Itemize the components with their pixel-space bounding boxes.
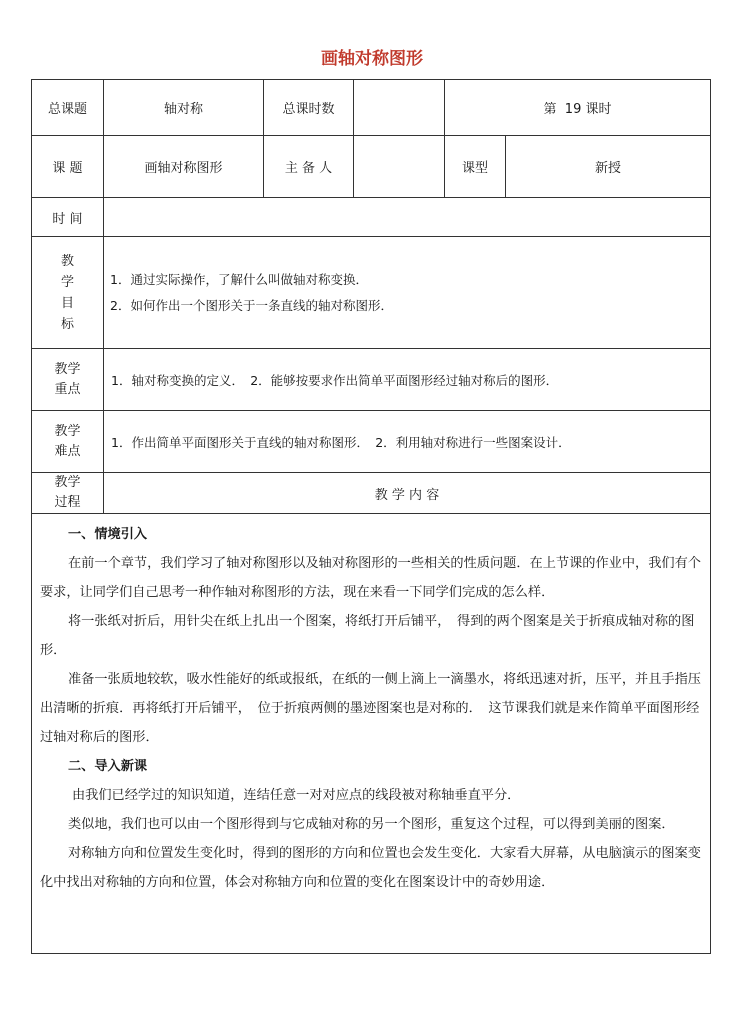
row-goals — [32, 237, 711, 349]
label-time: 时 间 — [32, 198, 104, 237]
row-topic — [32, 80, 711, 136]
lesson-number: 第 19 课时 — [445, 80, 711, 136]
paragraph: 准备一张质地较软，吸水性能好的纸或报纸，在纸的一侧上滴上一滴墨水，将纸迅速对折，压平，并且手指压出清晰的折痕．再将纸打开后铺平， 位于折痕两侧的墨迹图案也是对称的． 这节课我们就是来作简单平面图形经过轴对称后的图形． — [40, 672, 701, 745]
section-heading: 二、导入新课 — [68, 759, 148, 774]
lesson-value: 画轴对称图形 — [104, 136, 264, 198]
label-topic: 总课题 — [32, 80, 104, 136]
row-body — [32, 514, 711, 954]
document-title: 画轴对称图形 — [321, 49, 423, 69]
row-time — [32, 198, 711, 237]
goals-content — [104, 237, 711, 349]
label-key-points: 教学 重点 — [32, 349, 104, 411]
key-points-content: 1．轴对称变换的定义． 2．能够按要求作出简单平面图形经过轴对称后的图形． — [104, 349, 711, 411]
lesson-type-value: 新授 — [506, 136, 711, 198]
label-total-hours: 总课时数 — [264, 80, 354, 136]
paragraph: 对称轴方向和位置发生变化时，得到的图形的方向和位置也会发生变化．大家看大屏幕，从电脑演示的图案变化中找出对称轴的方向和位置，体会对称轴方向和位置的变化在图案设计中的奇妙用途． — [40, 846, 701, 890]
lesson-body — [32, 514, 711, 954]
paragraph: 将一张纸对折后，用针尖在纸上扎出一个图案，将纸打开后铺平， 得到的两个图案是关于折痕成轴对称的图形． — [40, 614, 695, 658]
row-lesson — [32, 136, 711, 198]
section-heading: 一、情境引入 — [68, 527, 148, 542]
lesson-plan-table — [31, 79, 711, 954]
total-hours-value — [354, 80, 445, 136]
difficulties-content: 1．作出简单平面图形关于直线的轴对称图形． 2．利用轴对称进行一些图案设计． — [104, 411, 711, 473]
preparer-value — [354, 136, 445, 198]
label-lesson-type: 课型 — [445, 136, 506, 198]
goal-item: 2．如何作出一个图形关于一条直线的轴对称图形． — [110, 297, 393, 313]
paragraph: 类似地，我们也可以由一个图形得到与它成轴对称的另一个图形，重复这个过程，可以得到美丽的图案． — [68, 817, 675, 832]
row-process — [32, 473, 711, 514]
label-lesson: 课 题 — [32, 136, 104, 198]
row-difficulties — [32, 411, 711, 473]
goal-item: 1．通过实际操作，了解什么叫做轴对称变换． — [110, 271, 368, 287]
paragraph: 在前一个章节，我们学习了轴对称图形以及轴对称图形的一些相关的性质问题．在上节课的作业中，我们有个要求，让同学们自己思考一种作轴对称图形的方法，现在来看一下同学们完成的怎么样． — [40, 556, 701, 600]
row-key-points — [32, 349, 711, 411]
topic-value: 轴对称 — [104, 80, 264, 136]
content-header: 教 学 内 容 — [104, 473, 711, 514]
label-process: 教学 过程 — [32, 473, 104, 514]
label-goals: 教 学 目 标 — [32, 237, 104, 349]
time-value — [104, 198, 711, 237]
label-difficulties: 教学 难点 — [32, 411, 104, 473]
paragraph: 由我们已经学过的知识知道，连结任意一对对应点的线段被对称轴垂直平分． — [72, 788, 521, 803]
label-preparer: 主 备 人 — [264, 136, 354, 198]
